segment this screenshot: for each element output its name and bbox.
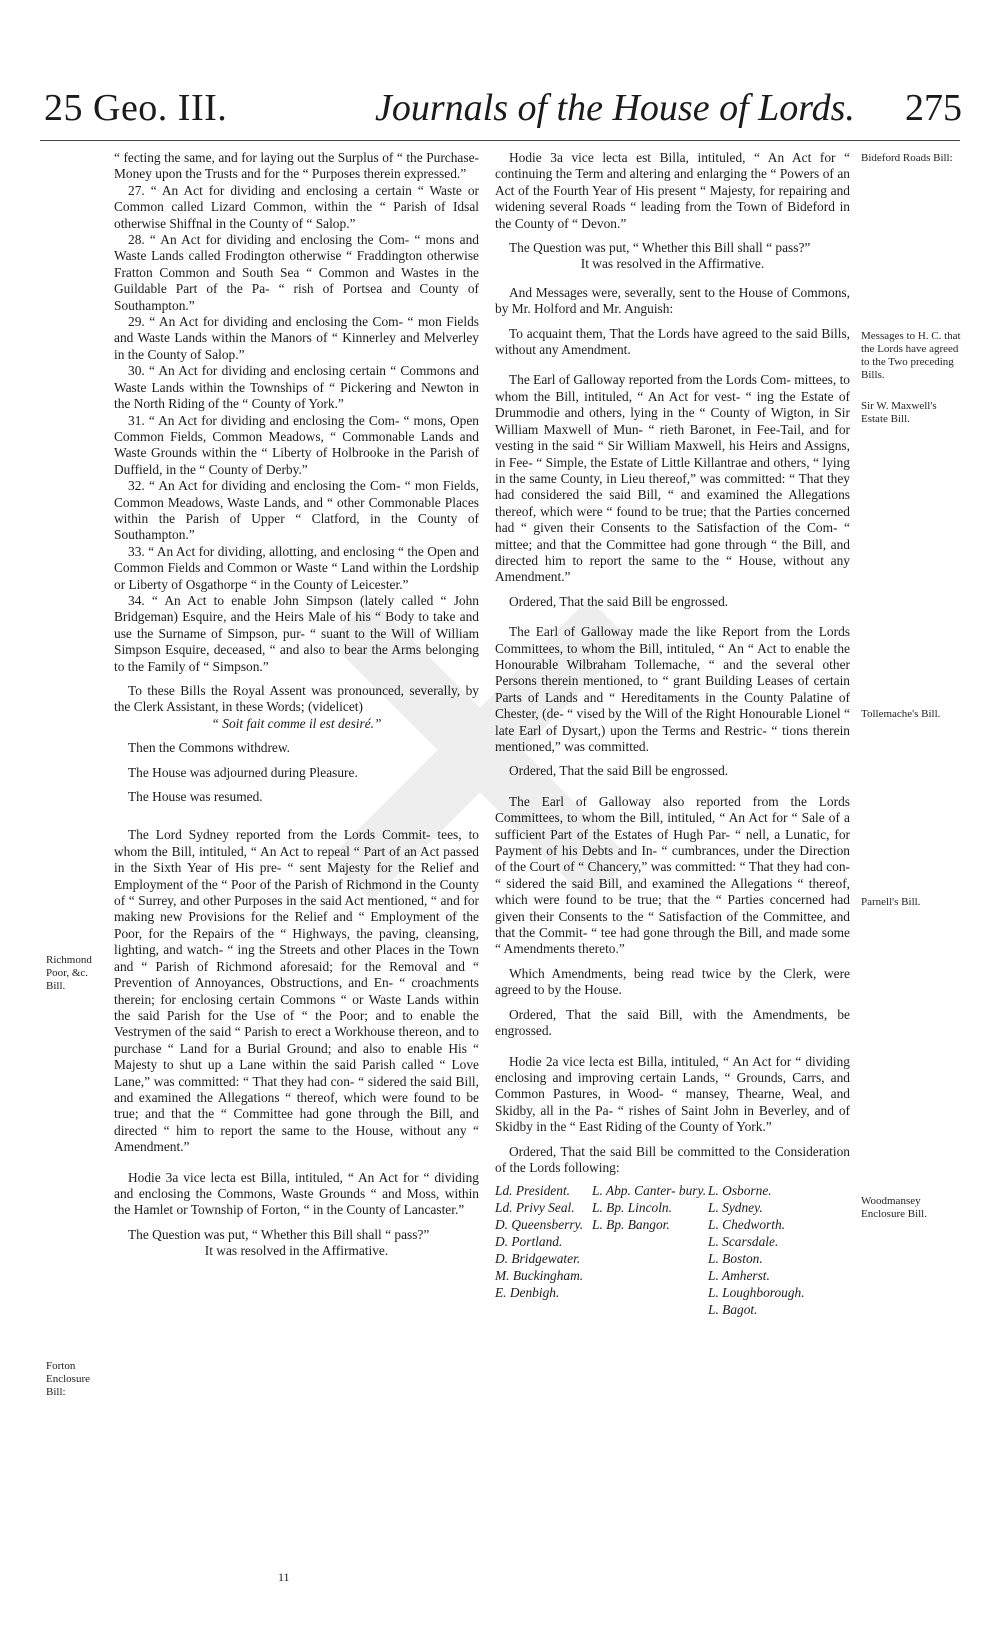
question-put: The Question was put, “ Whether this Bill shall “ pass?”	[509, 240, 811, 256]
margin-note-woodmansey: Woodmansey Enclosure Bill.	[861, 1195, 927, 1220]
lords-list-col-3	[708, 1182, 848, 1318]
lord-entry: L. Sydney.	[708, 1200, 763, 1216]
right-column	[495, 150, 850, 1322]
act-34: 34. “ An Act to enable John Simpson (lately called “ John Bridgeman) Esquire, and the Heirs Male of his “ Body to take and use the Surname of Simpson, pur- “ suant to the Will of William Simpson Esquire, deceased, “ and also to bear the Arms belonging to the Family of “ Simpson.”	[114, 592, 479, 674]
lord-entry: L. Boston.	[708, 1251, 763, 1267]
lord-entry: Ld. Privy Seal.	[495, 1200, 575, 1216]
ordered-engrossed: Ordered, That the said Bill be engrossed.	[509, 593, 729, 609]
question-put: The Question was put, “ Whether this Bill shall “ pass?”	[128, 1226, 430, 1242]
tollemache-report: The Earl of Galloway made the like Report from the Lords Committees, to whom the Bill, intituled, “ An “ Act to enable the Honourable Wilbraham Tollemache, “ and the several other Persons therein mentioned, to “ grant Building Leases of certain Parts of Lands and “ Hereditaments in the County Palatine of Chester, (de- “ vised by the Will of the Right Honourable Lionel “ late Earl of Dysart,) upon the Terms and Restric- “ tions therein mentioned,” was committed.	[495, 624, 850, 754]
maxwell-report: The Earl of Galloway reported from the Lords Com- mittees, to whom the Bill, intituled, “ An Act for vest- “ ing the Estate of Drummodie and others, lying in the “ County of Wigton, in Sir William Maxwell of Mun- “ rieth Baronet, in Fee-Tail, and for vesting in the said “ Sir William Maxwell, his Heirs and Assigns, in Fee- “ Simple, the Estate of Little Killantrae and others, “ lying in the same County, in Lieu thereof,” was committed: “ That they had considered the said Bill, “ and examined the Allegations thereof, which were “ found to be true; that the Parties concerned had “ given their Consents to the Satisfaction of the Com- “ mittee; and that the Committee had gone through “ the Bill, and directed him to report the same to the “ House, without any Amendment.”	[495, 372, 850, 585]
resolved-affirmative: It was resolved in the Affirmative.	[204, 1243, 389, 1259]
lord-entry: L. Bp. Lincoln.	[592, 1200, 672, 1216]
assent-words: “ Soit fait comme il est desiré.”	[211, 715, 382, 731]
richmond-report: The Lord Sydney reported from the Lords Commit- tees, to whom the Bill, intituled, “ An Act to repeal “ Part of an Act passed in the Sixth Year of His pre- “ sent Majesty for the Relief and Employment of the “ Poor of the Parish of Richmond in the County of “ Surrey, and other Purposes in the said Act mentioned, “ and for making new Provisions for the Relief and “ Employment of the Poor, for the Repairs of the “ Highways, the paving, cleansing, lighting, and watch- “ ing the Streets and other Places in the Town and “ Parish of Richmond aforesaid; for the Removal and “ Prevention of Annoyances, Obstructions, and En- “ croachments therein; for enclosing certain Commons “ or Waste Lands within the said Parish for the Use of “ the Poor; and to enable the Vestrymen of the said “ Parish to erect a Workhouse thereon, and to purchase “ Land for a Burial Ground; and also to enable His “ Majesty to shut up a Lane within the said Parish called “ Love Lane,” was committed: “ That they had con- “ sidered the said Bill, and examined the Allegations “ thereof, which were found to be true; and that the “ Committee had gone through the Bill, and directed “ him to report the same to the House, without any “ Amendment.”	[114, 827, 479, 1155]
lord-entry: L. Loughborough.	[708, 1285, 805, 1301]
act-32: 32. “ An Act for dividing and enclosing the Com- “ mon Fields, Common Meadows, Waste Lands, and “ other Commonable Places within the Parish of Upper “ Clatford, in the County of Southampton.”	[114, 478, 479, 543]
margin-note-messages: Messages to H. C. that the Lords have agreed to the Two preceding Bills.	[861, 330, 961, 381]
woodmansey-bill: Hodie 2a vice lecta est Billa, intituled, “ An Act for “ dividing enclosing and improving certain Lands, “ Grounds, Carrs, and Common Pastures, in Wood- “ mansey, Thearne, Weal, and Skidby, all in the Pa- “ rishes of Saint John in Beverley, and of Skidby in the “ East Riding of the County of York.”	[495, 1053, 850, 1135]
page-header	[0, 86, 992, 142]
ordered-committed: Ordered, That the said Bill be committed to the Consideration of the Lords following:	[495, 1143, 850, 1175]
journal-title: Journals of the House of Lords.	[375, 87, 855, 129]
margin-note-richmond: Richmond Poor, &c. Bill.	[46, 954, 92, 992]
margin-note-bideford: Bideford Roads Bill:	[861, 152, 953, 164]
regnal-year: 25 Geo. III.	[44, 87, 228, 129]
lord-entry: L. Amherst.	[708, 1268, 770, 1284]
lords-committee-list	[495, 1182, 850, 1322]
lord-entry: L. Scarsdale.	[708, 1234, 779, 1250]
parnell-report: The Earl of Galloway also reported from the Lords Committees, to whom the Bill, intituled, “ An Act for “ Sale of a sufficient Part of the Estates of Hugh Par- “ nell, a Lunatic, for Payment of his Debts and In- “ cumbrances, under the Direction of the Court of “ Chancery,” was committed: “ That they had con- “ sidered the said Bill, and examined the Allegations “ thereof, which were found to be true; that the “ Parties concerned had given their Consents to the “ Satisfaction of the Committee, and that the Commit- “ tee had gone through the Bill, and made some “ Amendments thereto.”	[495, 793, 850, 957]
act-28: 28. “ An Act for dividing and enclosing the Com- “ mons and Waste Lands called Frodington otherwise “ Fraddington otherwise Fratton Common and South Sea “ Common and Wastes in the Guildable Part of the Pa- “ rish of Portsea and County of Southampton.”	[114, 232, 479, 313]
commons-withdrew: Then the Commons withdrew.	[128, 740, 291, 756]
house-resumed: The House was resumed.	[128, 789, 263, 805]
header-rule	[40, 140, 960, 141]
lord-entry: L. Chedworth.	[708, 1217, 786, 1233]
lord-entry: M. Buckingham.	[495, 1268, 584, 1284]
ordered-engrossed: Ordered, That the said Bill be engrossed.	[509, 763, 729, 779]
lord-entry: D. Queensberry.	[495, 1217, 584, 1233]
margin-note-parnell: Parnell's Bill.	[861, 896, 921, 908]
act-27: 27. “ An Act for dividing and enclosing a certain “ Waste or Common called Lizard Common, within the “ Parish of Idsal otherwise Shiffnal in the County of “ Salop.”	[114, 182, 479, 231]
lord-entry: L. Bagot.	[708, 1302, 758, 1318]
left-column	[114, 150, 479, 1260]
lord-entry: E. Denbigh.	[495, 1285, 560, 1301]
act-29: 29. “ An Act for dividing and enclosing the Com- “ mon Fields and Waste Lands within the Manors of “ Kinnerley and Melverley in the County of Salop.”	[114, 314, 479, 362]
lord-entry: L. Osborne.	[708, 1183, 772, 1199]
lords-list-col-1	[495, 1182, 591, 1301]
amendments-agreed: Which Amendments, being read twice by the Clerk, were agreed to by the House.	[495, 965, 850, 998]
margin-note-tollemache: Tollemache's Bill.	[861, 708, 941, 720]
royal-assent: To these Bills the Royal Assent was pronounced, severally, by the Clerk Assistant, in these Words; (videlicet)	[114, 683, 479, 715]
margin-note-maxwell: Sir W. Maxwell's Estate Bill.	[861, 400, 937, 425]
lord-entry: Ld. President.	[495, 1183, 571, 1199]
lord-entry: D. Bridgewater.	[495, 1251, 581, 1267]
act-33: 33. “ An Act for dividing, allotting, and enclosing “ the Open and Common Fields and Common or Waste “ Land within the Lordship or Liberty of Osgathorpe “ in the County of Leicester.”	[114, 543, 479, 592]
lord-entry: L. Bp. Bangor.	[592, 1217, 670, 1233]
paragraph: “ fecting the same, and for laying out the Surplus of “ the Purchase-Money upon the Trusts and for the “ Purposes therein expressed.”	[114, 150, 479, 182]
signature-mark: 11	[278, 1570, 290, 1584]
ordered-engrossed-amendments: Ordered, That the said Bill, with the Amendments, be engrossed.	[495, 1006, 850, 1039]
act-31: 31. “ An Act for dividing and enclosing the Com- “ mons, Open Common Fields, Common Meadows, “ Commonable Lands and Waste Grounds within the “ Liberty of Holbrooke in the Parish of Duffield, in the “ County of Derby.”	[114, 412, 479, 477]
lords-list-col-2	[592, 1182, 710, 1233]
acquaint-commons: To acquaint them, That the Lords have agreed to the said Bills, without any Amendment.	[495, 325, 850, 358]
lord-entry: L. Abp. Canter- bury.	[592, 1183, 707, 1199]
lord-entry: D. Portland.	[495, 1234, 563, 1250]
messages-sent: And Messages were, severally, sent to the House of Commons, by Mr. Holford and Mr. Anguish:	[495, 284, 850, 317]
page-number: 275	[905, 87, 962, 129]
house-adjourned: The House was adjourned during Pleasure.	[128, 764, 358, 780]
resolved-affirmative: It was resolved in the Affirmative.	[580, 256, 765, 272]
forton-bill: Hodie 3a vice lecta est Billa, intituled, “ An Act for “ dividing and enclosing the Commons, Waste Grounds “ and Moss, within the Hamlet or Township of Forton, “ in the County of Lancaster.”	[114, 1169, 479, 1218]
bideford-bill: Hodie 3a vice lecta est Billa, intituled, “ An Act for “ continuing the Term and altering and enlarging the “ Powers of an Act of the Fourth Year of His present “ Majesty, for repairing and widening several Roads “ leading from the Town of Bideford in the County of “ Devon.”	[495, 150, 850, 231]
margin-note-forton: Forton Enclosure Bill:	[46, 1360, 90, 1398]
act-30: 30. “ An Act for dividing and enclosing certain “ Commons and Waste Lands within the Townships of “ Pickering and Newton in the North Riding of the “ County of York.”	[114, 363, 479, 412]
